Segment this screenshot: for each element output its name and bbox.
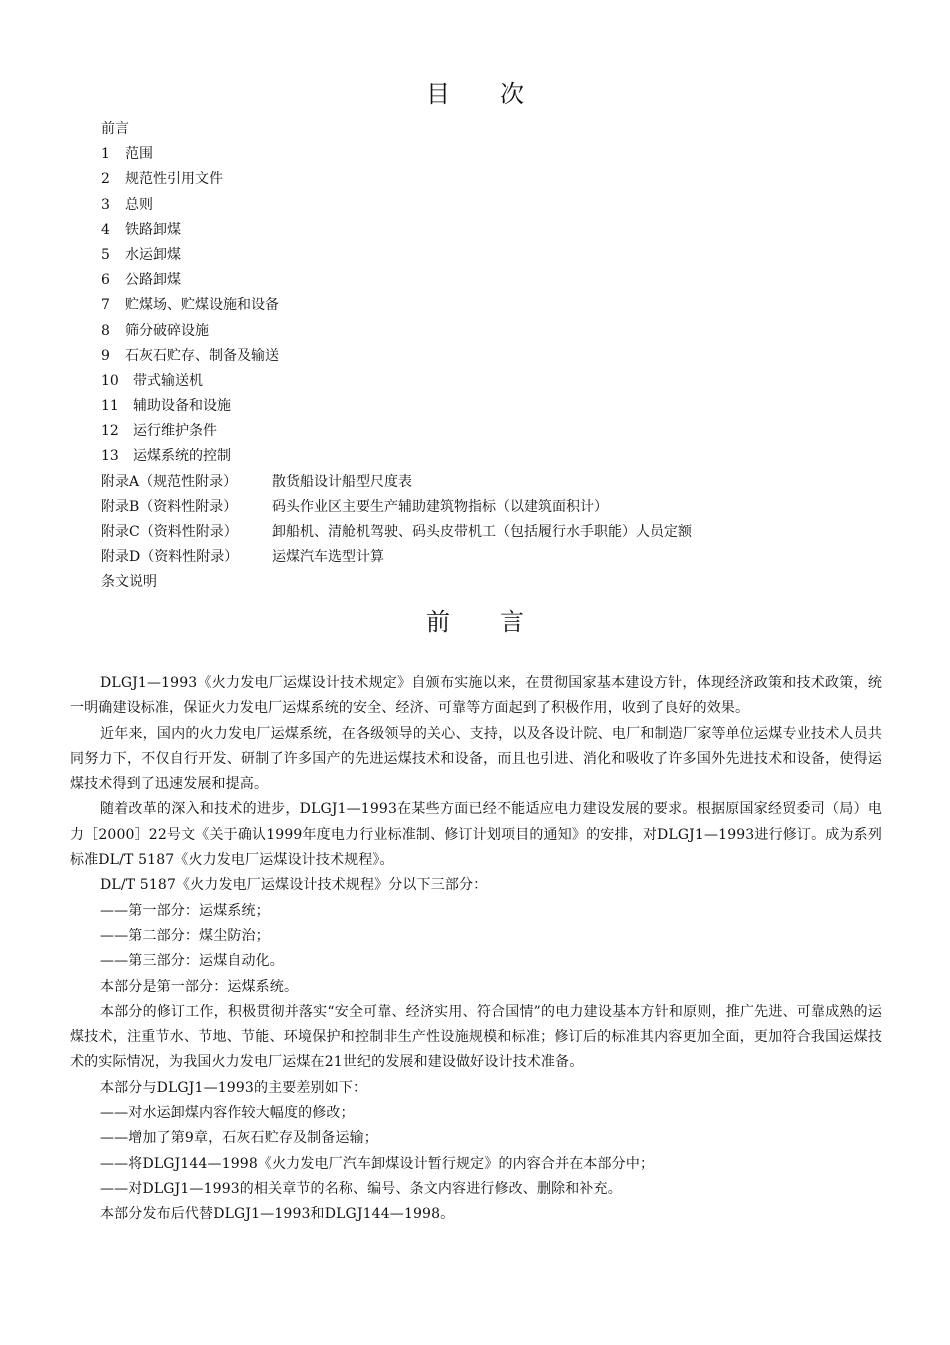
- toc-item-label: 公路卸煤: [125, 272, 181, 289]
- toc-annex-label: 附录C（资料性附录）: [101, 524, 238, 540]
- toc-item-number: 9: [101, 347, 110, 364]
- toc-item-label: 贮煤场、贮煤设施和设备: [125, 297, 279, 314]
- toc-item[interactable]: [101, 293, 861, 318]
- preface-list-item: ——将DLGJ144—1998《火力发电厂汽车卸煤设计暂行规定》的内容合并在本部分中；: [100, 1155, 655, 1172]
- toc-item-label: 前言: [101, 121, 129, 137]
- toc-item[interactable]: [101, 193, 861, 218]
- toc-item-number: 5: [101, 246, 110, 263]
- preface-body: [70, 671, 882, 1228]
- toc-item-number: 8: [101, 322, 110, 339]
- preface-title: 前言: [426, 608, 574, 636]
- toc-item-label: 筛分破碎设施: [125, 322, 209, 339]
- toc-title: 目次: [426, 80, 574, 108]
- preface-paragraph: DLGJ1—1993《火力发电厂运煤设计技术规定》自颁布实施以来，在贯彻国家基本建设方针，体现经济政策和技术政策，统一明确建设标准，保证火力发电厂运煤系统的安全、经济、可靠等方面起到了积极作用，收到了良好的效果。: [70, 675, 882, 717]
- toc-item-number: 4: [101, 221, 110, 238]
- toc-annex-title: 卸船机、清舱机驾驶、码头皮带机工（包括履行水手职能）人员定额: [272, 524, 692, 540]
- preface-list-item: ——对水运卸煤内容作较大幅度的修改；: [100, 1105, 355, 1122]
- toc-item-label: 总则: [125, 196, 153, 213]
- toc-item[interactable]: [101, 394, 861, 419]
- toc-annex-label: 附录D（资料性附录）: [101, 549, 239, 566]
- toc-item[interactable]: [101, 369, 861, 394]
- toc-item-number: 10: [101, 372, 119, 389]
- toc-item-number: 3: [101, 196, 110, 213]
- toc-item[interactable]: [101, 218, 861, 243]
- toc-item-label: 带式输送机: [133, 372, 203, 389]
- toc-item[interactable]: [101, 419, 861, 444]
- toc-item-number: 1: [101, 146, 110, 163]
- toc-annex-title: 散货船设计船型尺度表: [272, 473, 412, 490]
- toc-item-label: 水运卸煤: [125, 246, 181, 263]
- toc-item-number: 7: [101, 297, 110, 314]
- toc-annex-item[interactable]: [101, 495, 861, 520]
- toc-item-label: 铁路卸煤: [125, 221, 181, 238]
- toc-annex-item[interactable]: [101, 520, 861, 545]
- toc-item[interactable]: [101, 444, 861, 469]
- preface-paragraph: 随着改革的深入和技术的进步，DLGJ1—1993在某些方面已经不能适应电力建设发展的要求。根据原国家经贸委司（局）电力［2000］22号文《关于确认1999年度电力行业标准制、修订计划项目的通知》的安排，对DLGJ1—1993进行修订。成为系列标准DL/T 5187《火力发电厂运煤设计技术规程》。: [70, 801, 882, 869]
- toc-annex-label: 附录A（规范性附录）: [101, 473, 238, 490]
- toc-annex-item[interactable]: [101, 545, 861, 570]
- toc-item-explanation[interactable]: [101, 570, 861, 595]
- toc-annex-label: 附录B（资料性附录）: [101, 498, 238, 515]
- toc-item[interactable]: [101, 142, 861, 167]
- toc-annex-item[interactable]: [101, 470, 861, 495]
- toc-item-number: 13: [101, 448, 119, 465]
- toc-item-number: 6: [101, 272, 110, 289]
- toc-item-number: 2: [101, 171, 110, 188]
- toc-item-label: 石灰石贮存、制备及输送: [125, 347, 279, 364]
- toc-item-label: 运煤系统的控制: [133, 448, 231, 465]
- toc-item-label: 辅助设备和设施: [133, 398, 231, 415]
- preface-list-item: ——第二部分：煤尘防治；: [100, 927, 270, 944]
- toc-item-label: 条文说明: [101, 574, 157, 591]
- toc-item[interactable]: [101, 167, 861, 192]
- toc-annex-title: 运煤汽车选型计算: [272, 549, 384, 566]
- preface-paragraph: DL/T 5187《火力发电厂运煤设计技术规程》分以下三部分：: [100, 877, 488, 894]
- preface-paragraph: 本部分发布后代替DLGJ1—1993和DLGJ144—1998。: [100, 1206, 455, 1223]
- toc-item[interactable]: [101, 344, 861, 369]
- preface-list-item: ——对DLGJ1—1993的相关章节的名称、编号、条文内容进行修改、删除和补充。: [100, 1180, 622, 1197]
- toc-item-label: 范围: [125, 146, 153, 163]
- preface-paragraph: 本部分是第一部分：运煤系统。: [100, 978, 299, 995]
- toc-item-preface[interactable]: [101, 117, 861, 142]
- preface-list-item: ——第三部分：运煤自动化。: [100, 953, 284, 970]
- toc-annex-title: 码头作业区主要生产辅助建筑物指标（以建筑面积计）: [272, 498, 608, 515]
- table-of-contents: [101, 117, 861, 596]
- toc-item[interactable]: [101, 319, 861, 344]
- toc-item-label: 运行维护条件: [133, 423, 217, 440]
- preface-list-item: ——第一部分：运煤系统；: [100, 902, 270, 919]
- toc-item-number: 12: [101, 423, 119, 440]
- toc-item[interactable]: [101, 268, 861, 293]
- toc-item[interactable]: [101, 243, 861, 268]
- preface-paragraph: 近年来，国内的火力发电厂运煤系统，在各级领导的关心、支持，以及各设计院、电厂和制造厂家等单位运煤专业技术人员共同努力下，不仅自行开发、研制了许多国产的先进运煤技术和设备，而且也引进、消化和吸收了许多国外先进技术和设备，使得运煤技术得到了迅速发展和提高。: [70, 725, 882, 793]
- preface-list-item: ——增加了第9章，石灰石贮存及制备运输；: [100, 1130, 378, 1147]
- preface-paragraph: 本部分的修订工作，积极贯彻并落实“安全可靠、经济实用、符合国情”的电力建设基本方针和原则，推广先进、可靠成熟的运煤技术，注重节水、节地、节能、环境保护和控制非生产性设施规模和标准；修订后的标准其内容更加全面，更加符合我国运煤技术的实际情况，为我国火力发电厂运煤在21世纪的发展和建设做好设计技术准备。: [70, 1003, 882, 1071]
- toc-item-label: 规范性引用文件: [125, 171, 223, 188]
- preface-paragraph: 本部分与DLGJ1—1993的主要差别如下：: [100, 1079, 368, 1096]
- toc-item-number: 11: [101, 398, 119, 415]
